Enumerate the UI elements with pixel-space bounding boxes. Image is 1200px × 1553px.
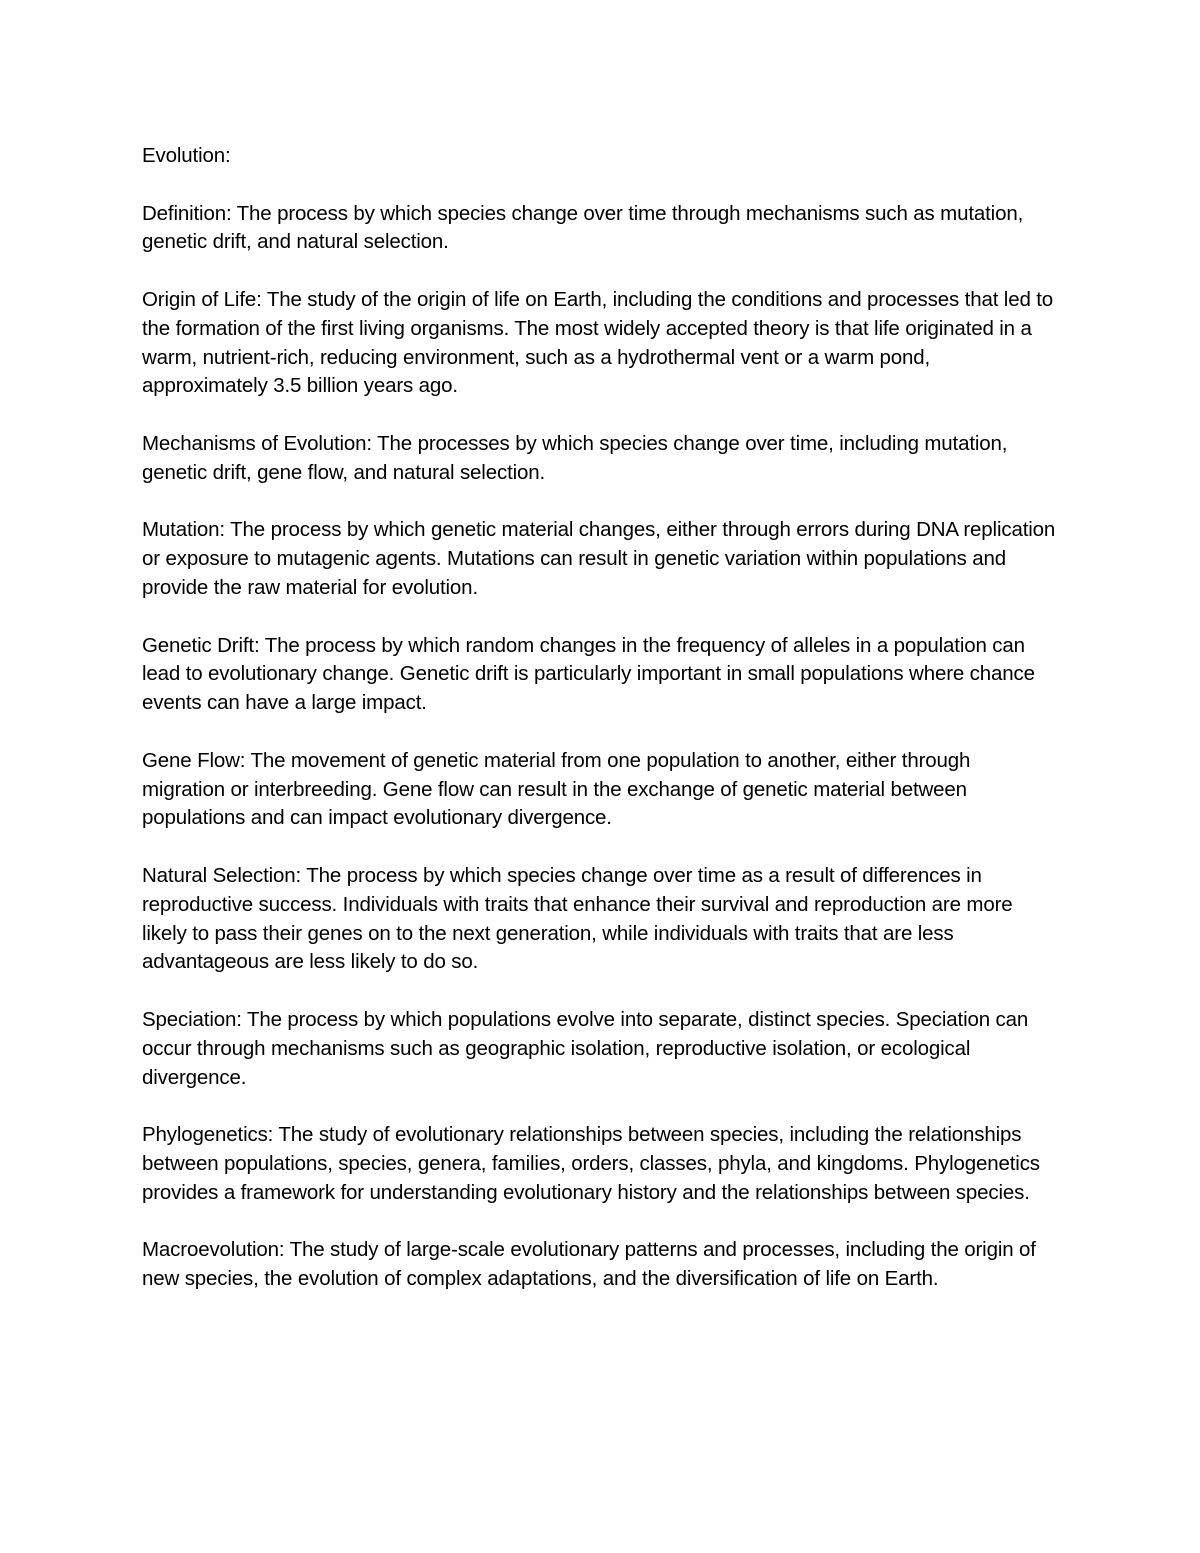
speciation-paragraph: Speciation: The process by which populations evolve into separate, distinct species. Speciation can occur through mechanisms such as geographic isolation, reproductive isolation, or ecological divergence. [142, 1007, 1029, 1089]
genetic-drift-paragraph: Genetic Drift: The process by which random changes in the frequency of alleles in a population can lead to evolutionary change. Genetic drift is particularly important in small populations where chance events can have a large impact. [142, 633, 1035, 715]
phylogenetics-paragraph: Phylogenetics: The study of evolutionary relationships between species, including the relationships between populations, species, genera, families, orders, classes, phyla, and kingdoms. Phylogenetics provides a framework for understanding evolutionary history and the relationships between species. [142, 1123, 1040, 1204]
mechanisms-of-evolution-paragraph: Mechanisms of Evolution: The processes by which species change over time, including mutation, genetic drift, gene flow, and natural selection. [142, 431, 1008, 484]
mutation-paragraph: Mutation: The process by which genetic material changes, either through errors during DNA replication or exposure to mutagenic agents. Mutations can result in genetic variation within populations and provide the raw material for evolution. [142, 518, 1056, 599]
macroevolution-paragraph: Macroevolution: The study of large-scale evolutionary patterns and processes, including the origin of new species, the evolution of complex adaptations, and the diversification of life on Earth. [142, 1238, 1036, 1291]
gene-flow-paragraph: Gene Flow: The movement of genetic material from one population to another, either through migration or interbreeding. Gene flow can result in the exchange of genetic material between populations and can impact evolutionary divergence. [142, 748, 971, 830]
document-title: Evolution: [142, 144, 231, 167]
definition-paragraph: Definition: The process by which species change over time through mechanisms such as mutation, genetic drift, and natural selection. [142, 201, 1024, 254]
document-body [142, 142, 1057, 1323]
natural-selection-paragraph: Natural Selection: The process by which species change over time as a result of differences in reproductive success. Individuals with traits that enhance their survival and reproduction are more likely to pass their genes on to the next generation, while individuals with traits that are less advantageous are less likely to do so. [142, 863, 1013, 974]
origin-of-life-paragraph: Origin of Life: The study of the origin of life on Earth, including the conditions and processes that led to the formation of the first living organisms. The most widely accepted theory is that life originated in a warm, nutrient-rich, reducing environment, such as a hydrothermal vent or a warm pond, approximately 3.5 billion years ago. [142, 287, 1054, 398]
